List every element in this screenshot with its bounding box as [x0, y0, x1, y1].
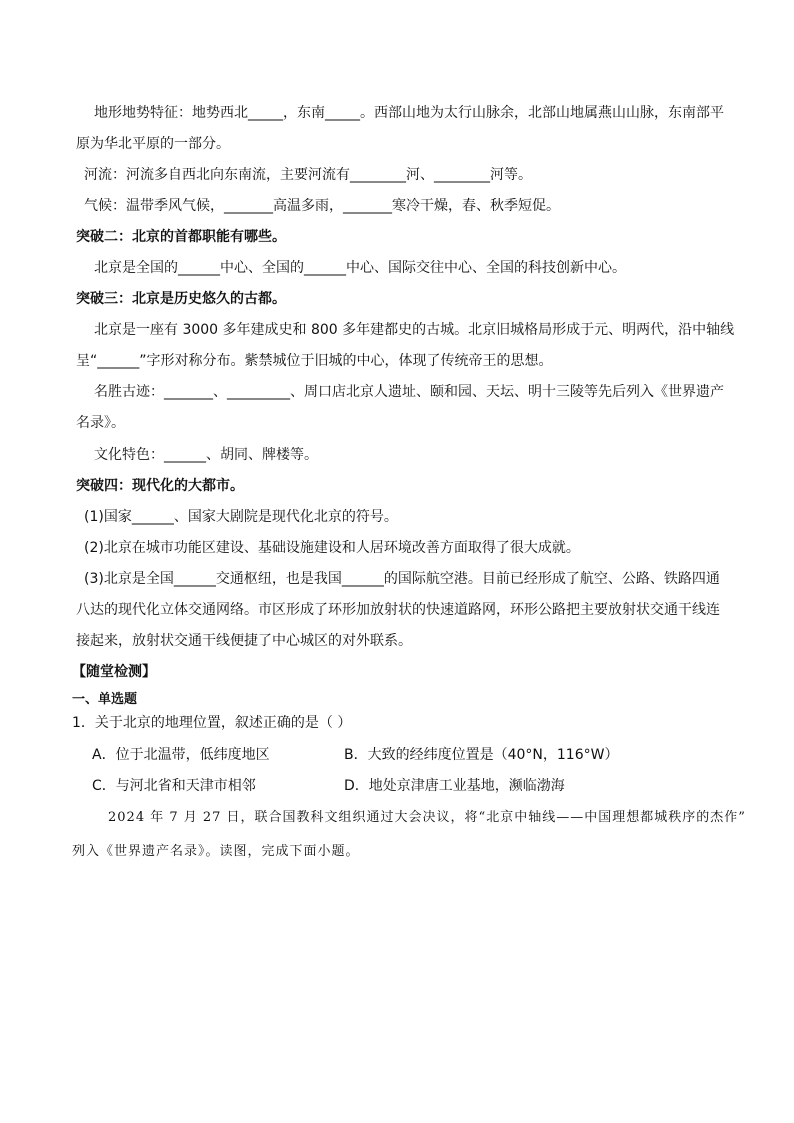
question-1-option-a[interactable]: A．位于北温带，低纬度地区 [92, 747, 270, 763]
modern-item-3: (3)北京是全国______交通枢纽，也是我国______的国际航空港。目前已经形成了航空、公路、铁路四通 [84, 571, 720, 587]
capital-functions-text: 北京是全国的______中心、全国的______中心、国际交往中心、全国的科技创新中心。 [94, 260, 626, 276]
history-text: 北京是一座有 3000 多年建成史和 800 多年建都史的古城。北京旧城格局形成于元、明两代，沿中轴线 [94, 322, 735, 338]
modern-item-1: (1)国家______、国家大剧院是现代化北京的符号。 [84, 509, 398, 525]
breakthrough-2-heading: 突破二：北京的首都职能有哪些。 [76, 229, 286, 245]
terrain-text-continued: 原为华北平原的一部分。 [76, 136, 230, 152]
climate-text: 气候：温带季风气候，_______高温多雨，_______寒冷干燥，春、秋季短促。 [84, 198, 560, 214]
question-1-option-b[interactable]: B．大致的经纬度位置是（40°N，116°W） [344, 747, 619, 763]
modern-item-2: (2)北京在城市功能区建设、基础设施建设和人居环境改善方面取得了很大成就。 [84, 540, 580, 556]
modern-item-3-continued-2: 接起来，放射状交通干线便捷了中心城区的对外联系。 [76, 633, 412, 649]
terrain-text: 地形地势特征：地势西北_____，东南_____。西部山地为太行山脉余，北部山地属燕山山脉，东南部平 [94, 105, 724, 121]
question-1-option-c[interactable]: C．与河北省和天津市相邻 [92, 778, 256, 794]
passage-text: 2024 年 7 月 27 日，联合国教科文组织通过大会决议，将“北京中轴线——中国理想都城秩序的杰作” [108, 810, 746, 825]
modern-item-3-continued-1: 八达的现代化立体交通网络。市区形成了环形加放射状的快速道路网，环形公路把主要放射状交通干线连 [76, 602, 720, 618]
history-text-continued: 呈“______”字形对称分布。紫禁城位于旧城的中心，体现了传统帝王的思想。 [76, 353, 553, 369]
rivers-text: 河流：河流多自西北向东南流，主要河流有________河、________河等。 [84, 167, 532, 183]
sites-text: 名胜古迹：_______、_________、周口店北京人遗址、颐和园、天坛、明十三陵等先后列入《世界遗产 [94, 384, 724, 400]
breakthrough-4-heading: 突破四：现代化的大都市。 [76, 478, 244, 494]
question-1: 1．关于北京的地理位置，叙述正确的是（ ） [72, 715, 352, 731]
passage-text-continued: 列入《世界遗产名录》。读图，完成下面小题。 [72, 844, 360, 859]
culture-text: 文化特色：______、胡同、牌楼等。 [94, 447, 318, 463]
question-1-option-d[interactable]: D．地处京津唐工业基地，濒临渤海 [344, 778, 565, 794]
breakthrough-3-heading: 突破三：北京是历史悠久的古都。 [76, 291, 286, 307]
single-choice-heading: 一、单选题 [72, 692, 138, 707]
section-title: 【随堂检测】 [72, 664, 156, 680]
sites-text-continued: 名录》。 [76, 415, 125, 431]
